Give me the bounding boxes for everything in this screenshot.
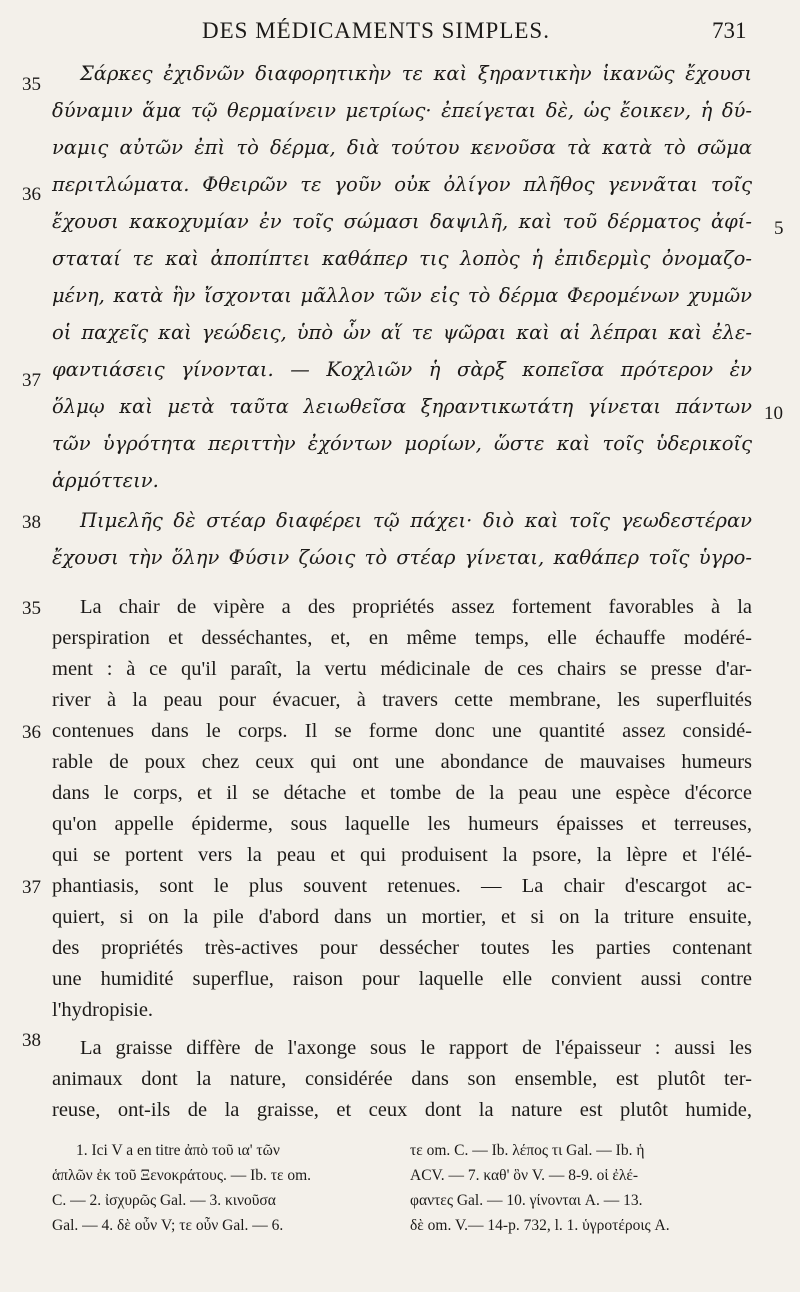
page-number: 731	[712, 18, 747, 43]
french-line: animaux dont la nature, considérée dans son ensemble, est plutôt ter-	[52, 1068, 752, 1090]
french-line: phantiasis, sont le plus souvent retenues. — La chair d'escargot ac-	[52, 875, 752, 897]
french-line: qui se portent vers la peau et qui produisent la psore, la lèpre et l'élé-	[52, 844, 752, 866]
greek-line: δύναμιν ἅμα τῷ θερμαίνειν μετρίως· ἐπείγεται δὲ, ὡς ἔοικεν, ἡ δύ-	[52, 99, 752, 122]
footnote-line: τε om. C. — Ib. λέπος τι Gal. — Ib. ἡ	[410, 1142, 645, 1159]
french-line: reuse, ont-ils de la graisse, et ceux dont la nature est plutôt humide,	[52, 1099, 752, 1121]
greek-line: ναμις αὐτῶν ἐπὶ τὸ δέρμα, διὰ τούτου κενοῦσα τὰ κατὰ τὸ σῶμα	[52, 136, 752, 159]
greek-margin-number: 38	[22, 512, 41, 533]
greek-line: περιτλώματα. Φθειρῶν τε γοῦν οὐκ ὀλίγον πλῆθος γεννᾶται τοῖς	[52, 173, 752, 196]
line-count-number: 5	[774, 218, 784, 239]
running-title: DES MÉDICAMENTS SIMPLES.	[202, 18, 550, 43]
footnote-line: φαντες Gal. — 10. γίνονται A. — 13.	[410, 1192, 643, 1209]
line-count-number: 10	[764, 403, 783, 424]
french-line: rable de poux chez ceux qui ont une abondance de mauvaises humeurs	[52, 751, 752, 773]
greek-line: ἔχουσι τὴν ὅλην Φύσιν ζώοις τὸ στέαρ γίνεται, καθάπερ τοῖς ὑγρο-	[52, 546, 752, 569]
french-line: des propriétés très-actives pour dessécher toutes les parties contenant	[52, 937, 752, 959]
footnote-line: δὲ om. V.— 14-p. 732, l. 1. ὑγροτέροις A.	[410, 1217, 670, 1234]
greek-margin-number: 35	[22, 74, 41, 95]
greek-line: φαντιάσεις γίνονται. — Κοχλιῶν ἡ σὰρξ κοπεῖσα πρότερον ἐν	[52, 358, 752, 381]
french-line: perspiration et desséchantes, et, en même temps, elle échauffe modéré-	[52, 627, 752, 649]
footnote-line: ἁπλῶν ἐκ τοῦ Ξενοκράτους. — Ib. τε om.	[52, 1167, 312, 1184]
french-line: river à la peau pour évacuer, à travers cette membrane, les superfluités	[52, 689, 752, 711]
greek-line: τῶν ὑγρότητα περιττὴν ἐχόντων μορίων, ὥστε καὶ τοῖς ὑδερικοῖς	[52, 432, 752, 455]
greek-margin-number: 37	[22, 370, 41, 391]
french-line: une humidité superflue, raison pour laquelle elle convient aussi contre	[52, 968, 752, 990]
greek-line: Πιμελῆς δὲ στέαρ διαφέρει τῷ πάχει· διὸ καὶ τοῖς γεωδεστέραν	[80, 509, 752, 532]
french-line: ment : à ce qu'il paraît, la vertu médicinale de ces chairs se presse d'ar-	[52, 658, 752, 680]
french-margin-number: 35	[22, 598, 41, 619]
greek-margin-number: 36	[22, 184, 41, 205]
french-margin-number: 37	[22, 877, 41, 898]
greek-line: οἱ παχεῖς καὶ γεώδεις, ὑπὸ ὧν αἵ τε ψῶραι καὶ αἱ λέπραι καὶ ἐλε-	[52, 321, 752, 344]
french-margin-number: 38	[22, 1030, 41, 1051]
footnote-line: Gal. — 4. δὲ οὖν V; τε οὖν Gal. — 6.	[52, 1217, 284, 1234]
page-header	[0, 14, 800, 54]
french-line: La graisse diffère de l'axonge sous le rapport de l'épaisseur : aussi les	[80, 1037, 752, 1059]
greek-line: σταταί τε καὶ ἀποπίπτει καθάπερ τις λοπὸς ἡ ἐπιδερμὶς ὀνομαζο-	[52, 247, 752, 270]
french-line: l'hydropisie.	[52, 999, 154, 1021]
footnote-line: C. — 2. ἰσχυρῶς Gal. — 3. κινοῦσα	[52, 1192, 276, 1209]
french-line: contenues dans le corps. Il se forme donc une quantité assez considé-	[52, 720, 752, 742]
greek-line: Σάρκες ἐχιδνῶν διαφορητικὴν τε καὶ ξηραντικὴν ἱκανῶς ἔχουσι	[80, 62, 752, 85]
greek-line: ἁρμόττειν.	[52, 469, 159, 492]
french-margin-number: 36	[22, 722, 41, 743]
greek-line: μένη, κατὰ ἣν ἴσχονται μᾶλλον τῶν εἰς τὸ δέρμα Φερομένων χυμῶν	[52, 284, 752, 307]
french-line: La chair de vipère a des propriétés assez fortement favorables à la	[80, 596, 752, 618]
french-line: quiert, si on la pile d'abord dans un mortier, et si on la triture ensuite,	[52, 906, 752, 928]
greek-line: ἔχουσι κακοχυμίαν ἐν τοῖς σώμασι δαψιλῆ, καὶ τοῦ δέρματος ἀφί-	[52, 210, 752, 233]
footnote-line: 1. Ici V a en titre ἀπὸ τοῦ ια' τῶν	[76, 1142, 280, 1159]
footnote-line: ACV. — 7. καθ' ὃν V. — 8-9. οἱ ἐλέ-	[410, 1167, 639, 1184]
french-line: dans le corps, et il se détache et tombe de la peau une espèce d'écorce	[52, 782, 752, 804]
french-line: qu'on appelle épiderme, sous laquelle les humeurs épaisses et terreuses,	[52, 813, 752, 835]
greek-line: ὅλμῳ καὶ μετὰ ταῦτα λειωθεῖσα ξηραντικωτάτη γίνεται πάντων	[52, 395, 752, 418]
